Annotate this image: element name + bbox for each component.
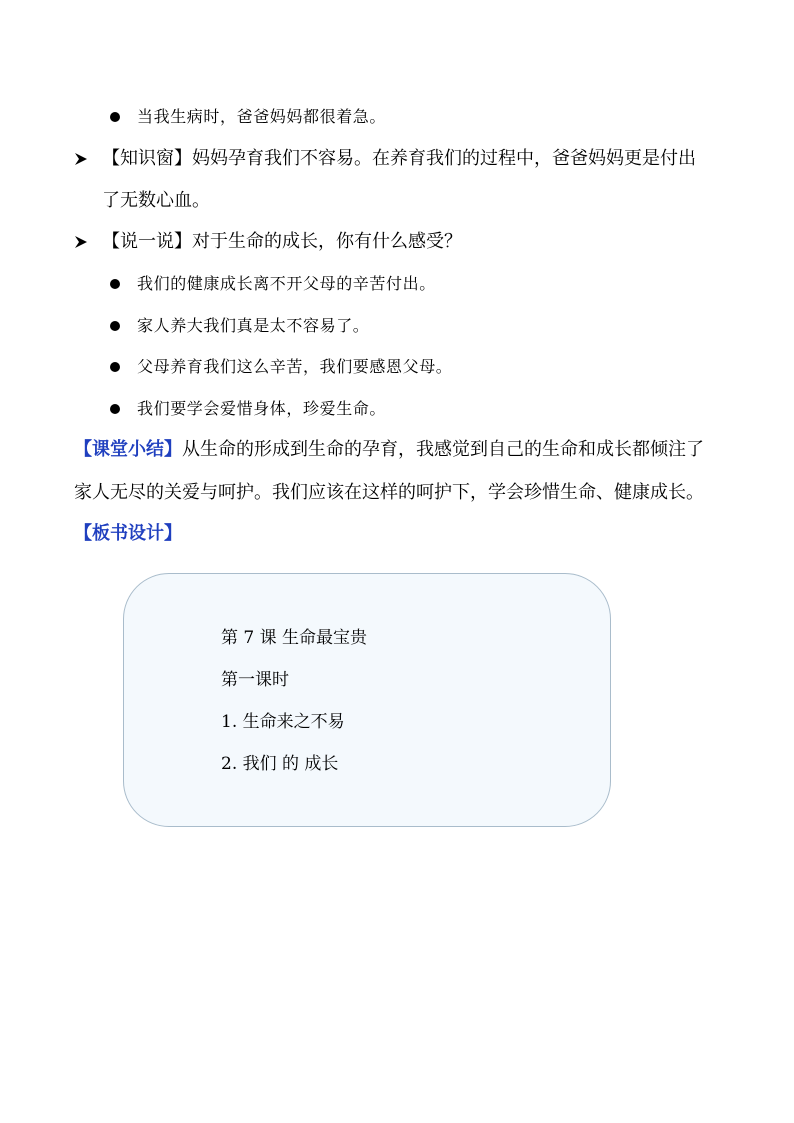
bullet-icon — [110, 279, 120, 289]
bullet-icon — [110, 362, 120, 372]
arrow-bullet-icon — [74, 152, 88, 166]
summary-tag: 【课堂小结】 — [74, 439, 182, 460]
board-design-box — [123, 573, 611, 827]
summary-text: 从生命的形成到生命的孕育，我感觉到自己的生命和成长都倾注了 — [182, 439, 704, 460]
board-point-1: 1. 生命来之不易 — [221, 712, 345, 732]
knowledge-tag: 【知识窗】 — [102, 148, 192, 169]
board-title: 第 7 课 生命最宝贵 — [221, 628, 368, 648]
say-question: 对于生命的成长，你有什么感受？ — [192, 231, 462, 252]
list-item: 我们要学会爱惜身体，珍爱生命。 — [137, 399, 387, 418]
arrow-bullet-icon — [74, 235, 88, 249]
knowledge-text: 妈妈孕育我们不容易。在养育我们的过程中，爸爸妈妈更是付出 — [192, 148, 696, 169]
list-item: 家人养大我们真是太不容易了。 — [137, 316, 370, 335]
bullet-icon — [110, 112, 120, 122]
board-design-heading: 【板书设计】 — [74, 523, 182, 544]
list-item: 当我生病时，爸爸妈妈都很着急。 — [137, 107, 387, 126]
board-session: 第一课时 — [221, 670, 289, 690]
list-item: 我们的健康成长离不开父母的辛苦付出。 — [137, 274, 436, 293]
say-tag: 【说一说】 — [102, 231, 192, 252]
say-question-line — [102, 233, 462, 251]
bullet-icon — [110, 404, 120, 414]
knowledge-line-2: 了无数心血。 — [102, 190, 210, 211]
knowledge-line-1 — [102, 150, 696, 168]
list-item: 父母养育我们这么辛苦，我们要感恩父母。 — [137, 357, 453, 376]
summary-line-1 — [74, 441, 704, 459]
bullet-icon — [110, 321, 120, 331]
summary-line-2: 家人无尽的关爱与呵护。我们应该在这样的呵护下，学会珍惜生命、健康成长。 — [74, 482, 704, 503]
board-point-2: 2. 我们 的 成长 — [221, 754, 339, 774]
